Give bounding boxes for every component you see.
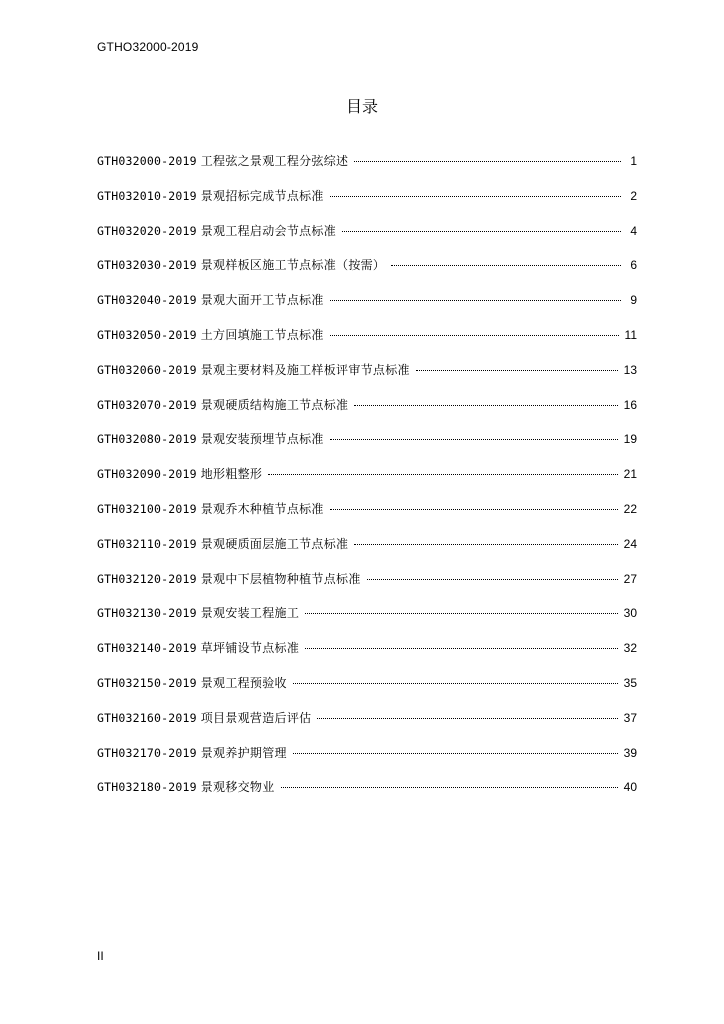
toc-entry-title: 景观工程预验收 xyxy=(200,675,287,690)
toc-entry-page: 27 xyxy=(623,571,637,586)
toc-entry[interactable] xyxy=(97,744,637,779)
toc-dot-leader xyxy=(367,579,618,580)
toc-entry-page: 19 xyxy=(623,432,637,447)
toc-entry[interactable] xyxy=(97,396,637,431)
toc-entry-code: GTH032070-2019 xyxy=(97,397,197,412)
toc-dot-leader xyxy=(281,787,618,788)
toc-entry[interactable] xyxy=(97,361,637,396)
toc-entry-code: GTH032020-2019 xyxy=(97,223,197,238)
toc-entry-page: 39 xyxy=(623,745,637,760)
toc-dot-leader xyxy=(305,648,618,649)
toc-dot-leader xyxy=(354,405,617,406)
toc-entry-code: GTH032040-2019 xyxy=(97,293,197,308)
toc-entry[interactable] xyxy=(97,187,637,222)
document-code-header: GTHO32000-2019 xyxy=(97,40,199,54)
toc-entry-title: 景观大面开工节点标准 xyxy=(200,293,324,308)
toc-dot-leader xyxy=(354,161,621,162)
toc-entry-code: GTH032080-2019 xyxy=(97,432,197,447)
toc-dot-leader xyxy=(330,439,618,440)
toc-entry-page: 37 xyxy=(623,710,637,725)
toc-entry-page: 22 xyxy=(623,501,637,516)
toc-entry[interactable] xyxy=(97,709,637,744)
toc-dot-leader xyxy=(330,196,621,197)
toc-entry[interactable] xyxy=(97,222,637,257)
toc-entry-page: 6 xyxy=(630,258,637,273)
toc-dot-leader xyxy=(293,753,618,754)
toc-dot-leader xyxy=(342,231,621,232)
toc-entry-page: 32 xyxy=(623,641,637,656)
toc-entry[interactable] xyxy=(97,674,637,709)
toc-entry-title: 景观移交物业 xyxy=(200,780,275,795)
toc-entry-title: 土方回填施工节点标准 xyxy=(200,327,324,342)
toc-entry[interactable] xyxy=(97,465,637,500)
toc-entry-title: 景观乔木种植节点标准 xyxy=(200,501,324,516)
toc-entry-code: GTH032030-2019 xyxy=(97,258,197,273)
toc-entry-page: 16 xyxy=(623,397,637,412)
toc-entry[interactable] xyxy=(97,535,637,570)
toc-entry-code: GTH032000-2019 xyxy=(97,154,197,168)
toc-entry-title: 项目景观营造后评估 xyxy=(200,710,312,725)
toc-entry-title: 景观中下层植物种植节点标准 xyxy=(200,571,361,586)
toc-dot-leader xyxy=(416,370,618,371)
toc-entry[interactable] xyxy=(97,430,637,465)
toc-dot-leader xyxy=(354,544,617,545)
toc-entry-page: 1 xyxy=(630,154,637,168)
toc-entry-code: GTH032170-2019 xyxy=(97,745,197,760)
toc-dot-leader xyxy=(391,265,621,266)
toc-entry-title: 景观安装预埋节点标准 xyxy=(200,432,324,447)
toc-entry-title: 草坪铺设节点标准 xyxy=(200,641,300,656)
toc-entry[interactable] xyxy=(97,256,637,291)
table-of-contents xyxy=(97,152,637,813)
toc-entry-code: GTH032100-2019 xyxy=(97,501,197,516)
toc-entry[interactable] xyxy=(97,604,637,639)
toc-dot-leader xyxy=(330,335,619,336)
toc-entry-code: GTH032130-2019 xyxy=(97,606,197,621)
toc-entry-code: GTH032120-2019 xyxy=(97,571,197,586)
toc-dot-leader xyxy=(330,300,621,301)
toc-entry-page: 40 xyxy=(623,780,637,795)
toc-entry-page: 35 xyxy=(623,675,637,690)
toc-entry-title: 景观养护期管理 xyxy=(200,745,287,760)
toc-entry-code: GTH032180-2019 xyxy=(97,780,197,795)
toc-entry-title: 景观硬质面层施工节点标准 xyxy=(200,536,349,551)
toc-entry-page: 11 xyxy=(624,327,637,342)
toc-entry-page: 30 xyxy=(623,606,637,621)
toc-entry-code: GTH032110-2019 xyxy=(97,536,197,551)
toc-entry[interactable] xyxy=(97,500,637,535)
toc-entry-code: GTH032050-2019 xyxy=(97,327,197,342)
toc-entry-page: 2 xyxy=(630,188,637,203)
toc-entry-page: 24 xyxy=(623,536,637,551)
toc-entry-code: GTH032090-2019 xyxy=(97,467,197,482)
toc-entry-page: 13 xyxy=(623,362,637,377)
toc-dot-leader xyxy=(330,509,618,510)
toc-entry-page: 21 xyxy=(623,467,637,482)
toc-dot-leader xyxy=(268,474,617,475)
toc-dot-leader xyxy=(317,718,617,719)
toc-dot-leader xyxy=(305,613,618,614)
toc-entry[interactable] xyxy=(97,152,637,187)
toc-entry-code: GTH032060-2019 xyxy=(97,362,197,377)
toc-entry-title: 景观硬质结构施工节点标准 xyxy=(200,397,349,412)
toc-entry-title: 景观工程启动会节点标准 xyxy=(200,223,337,238)
toc-dot-leader xyxy=(293,683,618,684)
toc-entry-code: GTH032150-2019 xyxy=(97,675,197,690)
toc-entry-code: GTH032010-2019 xyxy=(97,188,197,203)
page-number: II xyxy=(97,949,104,963)
toc-entry-title: 景观样板区施工节点标准（按需） xyxy=(200,258,386,273)
toc-entry-page: 4 xyxy=(630,223,637,238)
toc-entry-title: 地形粗整形 xyxy=(200,467,263,482)
toc-entry[interactable] xyxy=(97,570,637,605)
toc-entry[interactable] xyxy=(97,291,637,326)
toc-entry[interactable] xyxy=(97,639,637,674)
toc-entry-title: 景观安装工程施工 xyxy=(200,606,300,621)
toc-entry-code: GTH032160-2019 xyxy=(97,710,197,725)
toc-title: 目录 xyxy=(345,97,378,116)
toc-entry-title: 景观招标完成节点标准 xyxy=(200,188,324,203)
toc-entry[interactable] xyxy=(97,778,637,813)
toc-entry-code: GTH032140-2019 xyxy=(97,641,197,656)
toc-entry-title: 工程弦之景观工程分弦综述 xyxy=(200,154,349,168)
toc-entry[interactable] xyxy=(97,326,637,361)
toc-entry-page: 9 xyxy=(630,293,637,308)
toc-entry-title: 景观主要材料及施工样板评审节点标准 xyxy=(200,362,410,377)
